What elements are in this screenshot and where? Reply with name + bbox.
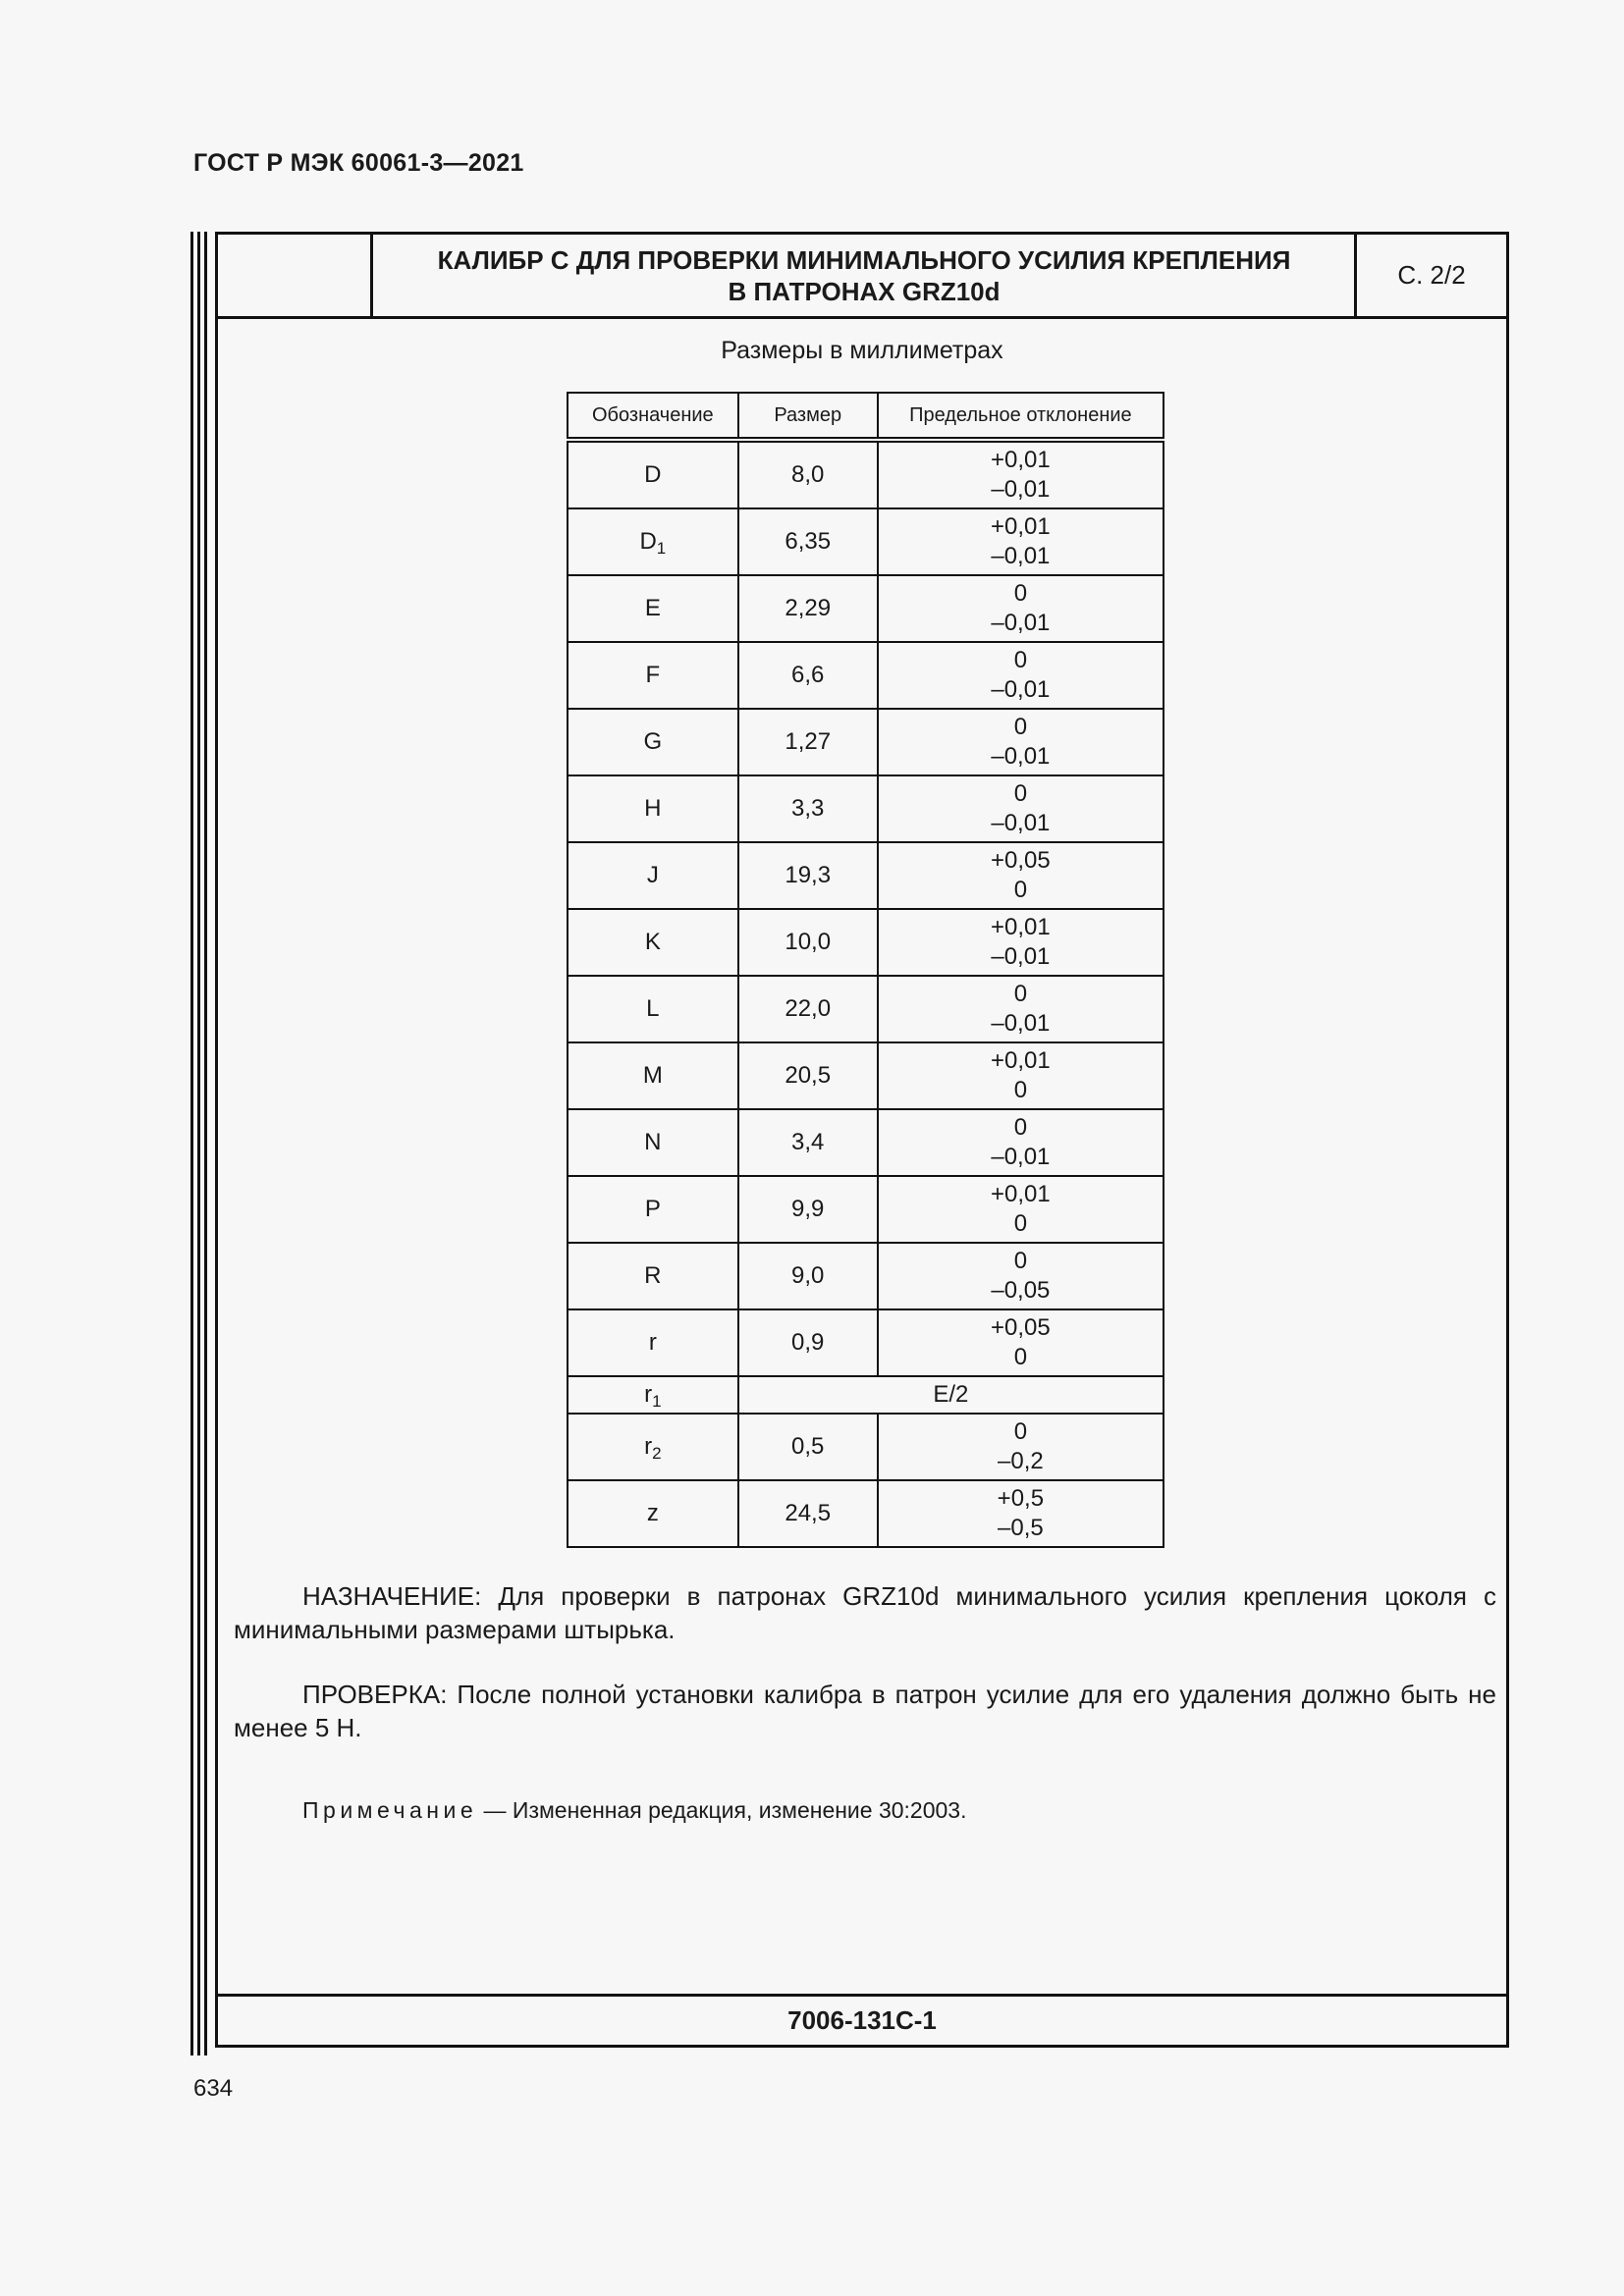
column-header-size: Размер: [738, 393, 878, 440]
size-cell: 22,0: [738, 976, 878, 1042]
table-row: [568, 976, 1164, 1042]
sheet-frame: [215, 232, 1509, 2048]
lower-deviation: 0: [1013, 877, 1028, 903]
designation-symbol: F: [645, 662, 661, 688]
upper-deviation: 0: [1013, 580, 1028, 607]
designation-symbol: r: [644, 1381, 653, 1408]
designation-symbol: L: [646, 995, 660, 1022]
designation-symbol: M: [642, 1062, 663, 1089]
merged-value-cell: E/2: [738, 1376, 1164, 1414]
designation-subscript: 2: [652, 1444, 662, 1463]
tolerance-cell: [878, 1480, 1164, 1547]
sheet-number: С. 2/2: [1354, 235, 1506, 316]
designation-cell: [568, 709, 738, 775]
sheet-title: [373, 235, 1355, 316]
tolerance-cell: [878, 909, 1164, 976]
designation-cell: [568, 842, 738, 909]
size-cell: 8,0: [738, 440, 878, 508]
size-cell: 1,27: [738, 709, 878, 775]
designation-cell: [568, 642, 738, 709]
table-row: [568, 842, 1164, 909]
tolerance-cell: [878, 440, 1164, 508]
designation-cell: [568, 1243, 738, 1309]
upper-deviation: +0,01: [991, 914, 1051, 940]
table-row: [568, 909, 1164, 976]
size-cell: 19,3: [738, 842, 878, 909]
table-row: [568, 1414, 1164, 1480]
designation-symbol: H: [644, 795, 662, 822]
tolerance-cell: [878, 1042, 1164, 1109]
title-left-cell: [218, 235, 373, 316]
designation-symbol: E: [644, 595, 661, 621]
designation-symbol: G: [643, 728, 663, 755]
table-row: [568, 1176, 1164, 1243]
title-block: [218, 235, 1506, 319]
units-caption: Размеры в миллиметрах: [721, 337, 1003, 364]
designation-symbol: D: [644, 461, 662, 488]
designation-cell: [568, 575, 738, 642]
lower-deviation: 0: [1013, 1210, 1028, 1237]
binding-line: [197, 232, 200, 2056]
designation-symbol: z: [646, 1500, 659, 1526]
upper-deviation: 0: [1013, 780, 1028, 807]
tolerance-cell: [878, 642, 1164, 709]
upper-deviation: +0,05: [991, 1314, 1051, 1341]
lower-deviation: –0,2: [998, 1448, 1044, 1474]
lower-deviation: –0,01: [991, 610, 1051, 636]
lower-deviation: –0,05: [991, 1277, 1051, 1304]
upper-deviation: 0: [1013, 714, 1028, 740]
tolerance-cell: [878, 1176, 1164, 1243]
designation-symbol: N: [644, 1129, 662, 1155]
upper-deviation: 0: [1013, 1418, 1028, 1445]
table-row: [568, 775, 1164, 842]
binding-line: [190, 232, 193, 2056]
designation-cell: [568, 1309, 738, 1376]
upper-deviation: 0: [1013, 1248, 1028, 1274]
designation-cell: [568, 508, 738, 575]
table-row: [568, 709, 1164, 775]
designation-cell: [568, 440, 738, 508]
upper-deviation: +0,01: [991, 1047, 1051, 1074]
upper-deviation: +0,01: [991, 513, 1051, 540]
lower-deviation: 0: [1013, 1077, 1028, 1103]
column-header-designation: Обозначение: [568, 393, 738, 440]
designation-cell: [568, 1042, 738, 1109]
tolerance-cell: [878, 1109, 1164, 1176]
designation-symbol: r: [644, 1433, 653, 1460]
size-cell: 24,5: [738, 1480, 878, 1547]
upper-deviation: +0,05: [991, 847, 1051, 874]
column-header-tolerance: Предельное отклонение: [878, 393, 1164, 440]
table-row: [568, 508, 1164, 575]
designation-symbol: D: [639, 528, 657, 555]
tolerance-cell: [878, 1243, 1164, 1309]
sheet-title-line1: КАЛИБР С ДЛЯ ПРОВЕРКИ МИНИМАЛЬНОГО УСИЛИЯ КРЕПЛЕНИЯ: [437, 244, 1291, 275]
upper-deviation: 0: [1013, 1114, 1028, 1141]
size-cell: 20,5: [738, 1042, 878, 1109]
tolerance-cell: [878, 775, 1164, 842]
sheet-title-line2: В ПАТРОНАХ GRZ10d: [728, 276, 1001, 306]
lower-deviation: –0,01: [991, 743, 1051, 770]
footer-code: 7006-131С-1: [218, 1994, 1506, 2045]
size-cell: 0,5: [738, 1414, 878, 1480]
dimensions-table: [567, 392, 1164, 1548]
table-row: [568, 1480, 1164, 1547]
table-header-row: [568, 393, 1164, 440]
note: [302, 1797, 967, 1824]
designation-cell: [568, 1176, 738, 1243]
size-cell: 9,9: [738, 1176, 878, 1243]
table-row: [568, 1309, 1164, 1376]
lower-deviation: –0,01: [991, 943, 1051, 970]
lower-deviation: –0,01: [991, 676, 1051, 703]
size-cell: 6,35: [738, 508, 878, 575]
lower-deviation: –0,01: [991, 810, 1051, 836]
designation-cell: [568, 1109, 738, 1176]
table-row: [568, 1042, 1164, 1109]
lower-deviation: –0,01: [991, 476, 1051, 503]
designation-cell: [568, 1376, 738, 1414]
designation-subscript: 1: [656, 539, 667, 558]
tolerance-cell: [878, 709, 1164, 775]
size-cell: 3,4: [738, 1109, 878, 1176]
designation-cell: [568, 775, 738, 842]
purpose-paragraph: НАЗНАЧЕНИЕ: Для проверки в патронах GRZ10d минимального усилия крепления цоколя с минимальными размерами штырька.: [234, 1581, 1496, 1644]
table-row: [568, 440, 1164, 508]
designation-cell: [568, 1480, 738, 1547]
designation-cell: [568, 1414, 738, 1480]
tolerance-cell: [878, 1414, 1164, 1480]
lower-deviation: 0: [1013, 1344, 1028, 1370]
upper-deviation: +0,01: [991, 1181, 1051, 1207]
designation-cell: [568, 976, 738, 1042]
designation-symbol: P: [644, 1196, 661, 1222]
table-row: [568, 1109, 1164, 1176]
table-row: [568, 575, 1164, 642]
lower-deviation: –0,01: [991, 1144, 1051, 1170]
tolerance-cell: [878, 508, 1164, 575]
table-row: [568, 1376, 1164, 1414]
binding-line: [204, 232, 207, 2056]
note-text: — Измененная редакция, изменение 30:2003.: [477, 1797, 967, 1823]
standard-header: ГОСТ Р МЭК 60061-3—2021: [193, 149, 524, 177]
size-cell: 0,9: [738, 1309, 878, 1376]
lower-deviation: –0,01: [991, 1010, 1051, 1037]
size-cell: 6,6: [738, 642, 878, 709]
designation-symbol: K: [644, 929, 661, 955]
table-row: [568, 1243, 1164, 1309]
designation-symbol: R: [644, 1262, 662, 1289]
check-paragraph: ПРОВЕРКА: После полной установки калибра в патрон усилие для его удаления должно быть не менее 5 Н.: [234, 1680, 1496, 1742]
size-cell: 10,0: [738, 909, 878, 976]
upper-deviation: 0: [1013, 647, 1028, 673]
size-cell: 9,0: [738, 1243, 878, 1309]
tolerance-cell: [878, 976, 1164, 1042]
tolerance-cell: [878, 842, 1164, 909]
note-label: Примечание: [302, 1797, 478, 1823]
designation-subscript: 1: [652, 1392, 662, 1411]
size-cell: 2,29: [738, 575, 878, 642]
tolerance-cell: [878, 1309, 1164, 1376]
lower-deviation: –0,5: [998, 1515, 1044, 1541]
page-number: 634: [193, 2075, 234, 2102]
table-row: [568, 642, 1164, 709]
upper-deviation: +0,5: [997, 1485, 1045, 1512]
designation-symbol: J: [646, 862, 659, 888]
upper-deviation: +0,01: [991, 447, 1051, 473]
upper-deviation: 0: [1013, 981, 1028, 1007]
designation-symbol: r: [648, 1329, 657, 1356]
tolerance-cell: [878, 575, 1164, 642]
size-cell: 3,3: [738, 775, 878, 842]
designation-cell: [568, 909, 738, 976]
lower-deviation: –0,01: [991, 543, 1051, 569]
